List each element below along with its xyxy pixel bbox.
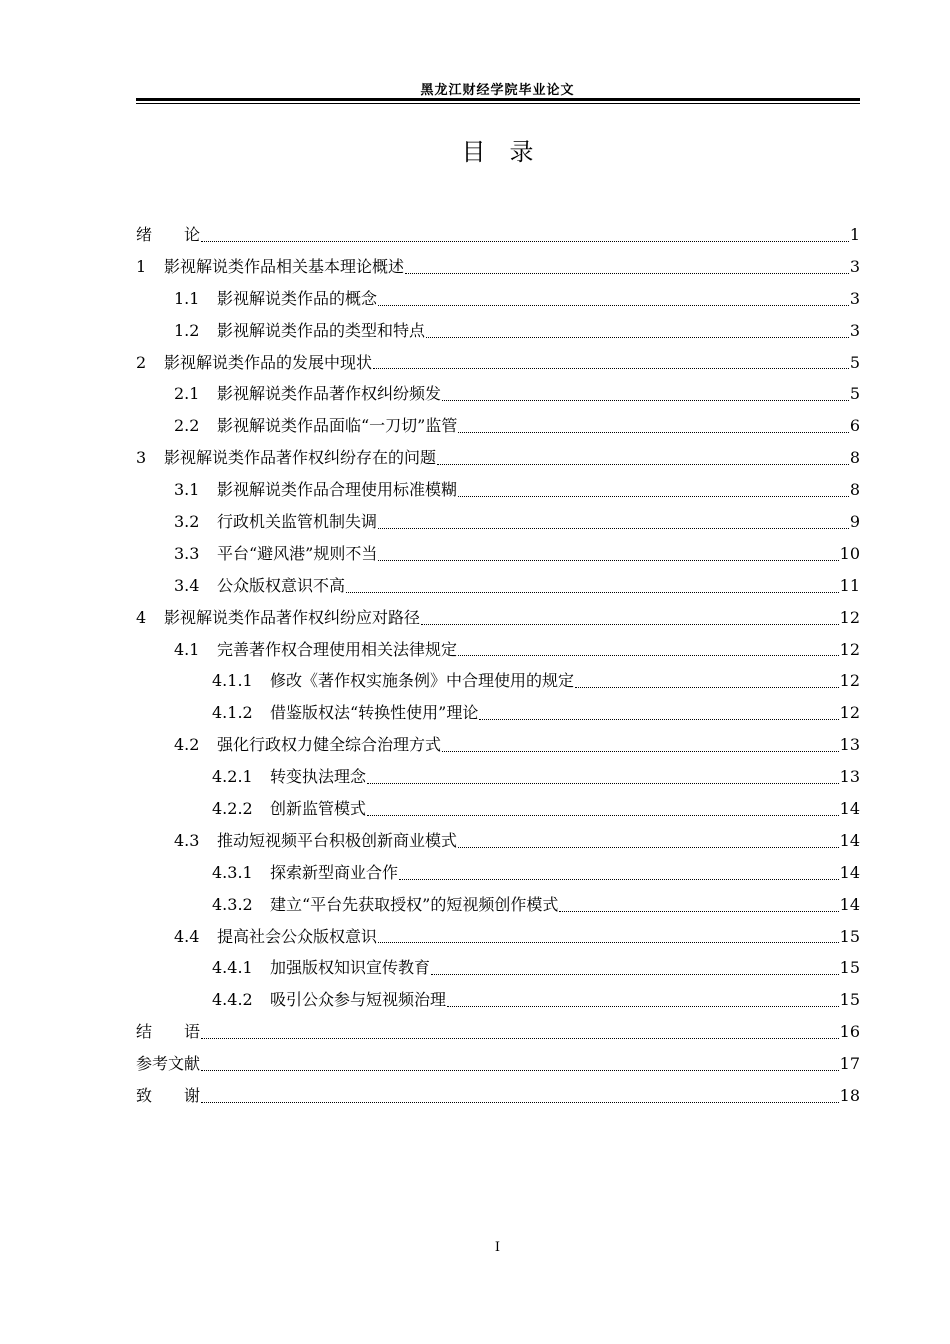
toc-entry-number: 2.2 — [174, 416, 200, 436]
toc-entry[interactable] — [136, 283, 860, 315]
header-rule-thin — [136, 103, 860, 104]
toc-entry-title: 影视解说类作品著作权纠纷应对路径 — [164, 607, 421, 627]
toc-dot-leader — [201, 227, 849, 242]
toc-title: 目 录 — [461, 138, 534, 166]
toc-entry-number: 4.3.2 — [212, 894, 253, 914]
toc-entry-number: 4.1.2 — [212, 703, 253, 723]
toc-dot-leader — [346, 578, 839, 593]
toc-entry-number: 1.2 — [174, 320, 200, 340]
toc-entry[interactable] — [136, 921, 860, 953]
toc-entry-title: 加强版权知识宣传教育 — [270, 958, 431, 978]
toc-entry[interactable] — [136, 315, 860, 347]
toc-entry-page: 13 — [839, 767, 860, 787]
toc-entry-title: 影视解说类作品的类型和特点 — [217, 320, 426, 340]
toc-entry-title: 影视解说类作品著作权纠纷频发 — [217, 384, 442, 404]
toc-entry-title: 创新监管模式 — [270, 799, 367, 819]
toc-entry-number: 4.3.1 — [212, 862, 253, 882]
toc-dot-leader — [575, 673, 839, 688]
toc-entry-page: 11 — [839, 575, 860, 595]
toc-entry-number: 3.2 — [174, 512, 200, 532]
toc-dot-leader — [405, 259, 849, 274]
toc-entry-title: 推动短视频平台积极创新商业模式 — [217, 830, 458, 850]
toc-entry[interactable] — [136, 1048, 860, 1080]
toc-dot-leader — [442, 737, 839, 752]
toc-entry-title: 致 谢 — [136, 1086, 201, 1106]
toc-dot-leader — [559, 897, 838, 912]
toc-entry[interactable] — [136, 665, 860, 697]
toc-entry-title: 提高社会公众版权意识 — [217, 926, 378, 946]
toc-entry-page: 3 — [849, 288, 860, 308]
toc-entry-title: 强化行政权力健全综合治理方式 — [217, 735, 442, 755]
toc-dot-leader — [367, 769, 839, 784]
toc-entry[interactable] — [136, 442, 860, 474]
toc-entry-page: 5 — [849, 352, 860, 372]
toc-entry-number: 3.1 — [174, 480, 200, 500]
toc-entry-number: 3.3 — [174, 543, 200, 563]
toc-entry-title: 绪 论 — [136, 225, 201, 244]
running-header-title: 黑龙江财经学院毕业论文 — [420, 83, 575, 98]
toc-entry-title: 影视解说类作品的发展中现状 — [164, 352, 373, 372]
toc-dot-leader — [378, 928, 839, 943]
toc-dot-leader — [437, 450, 849, 465]
toc-entry-number: 3 — [136, 448, 147, 468]
toc-entry[interactable] — [136, 1016, 860, 1048]
toc-dot-leader — [458, 418, 848, 433]
toc-dot-leader — [479, 705, 838, 720]
toc-dot-leader — [426, 323, 849, 338]
table-of-contents — [136, 219, 860, 1112]
toc-entry-page: 10 — [839, 543, 860, 563]
toc-entry-page: 12 — [839, 639, 860, 659]
toc-entry[interactable] — [136, 506, 860, 538]
toc-entry-page: 15 — [839, 990, 860, 1010]
toc-dot-leader — [442, 386, 849, 401]
toc-entry-page: 3 — [849, 320, 860, 340]
toc-entry-number: 4.4 — [174, 926, 200, 946]
toc-entry-page: 14 — [839, 799, 860, 819]
toc-dot-leader — [201, 1056, 839, 1071]
toc-entry[interactable] — [136, 410, 860, 442]
toc-entry[interactable] — [136, 857, 860, 889]
toc-entry[interactable] — [136, 1080, 860, 1112]
toc-entry-number: 4.1 — [174, 639, 200, 659]
toc-entry-number: 4.3 — [174, 830, 200, 850]
toc-dot-leader — [431, 960, 839, 975]
toc-entry-title: 结 语 — [136, 1022, 201, 1042]
toc-entry-number: 2.1 — [174, 384, 200, 404]
toc-entry-title: 影视解说类作品面临“一刀切”监管 — [217, 416, 458, 436]
toc-dot-leader — [378, 514, 849, 529]
toc-entry-title: 建立“平台先获取授权”的短视频创作模式 — [270, 894, 559, 914]
toc-entry-title: 公众版权意识不高 — [217, 575, 346, 595]
toc-dot-leader — [201, 1088, 839, 1103]
toc-entry-page: 15 — [839, 958, 860, 978]
toc-entry-title: 影视解说类作品著作权纠纷存在的问题 — [164, 448, 437, 468]
toc-entry-number: 1 — [136, 256, 147, 276]
toc-entry-page: 9 — [849, 512, 860, 532]
toc-entry-number: 4.4.2 — [212, 990, 253, 1010]
toc-entry[interactable] — [136, 825, 860, 857]
toc-entry-page: 18 — [839, 1086, 860, 1106]
toc-entry-page: 8 — [849, 480, 860, 500]
toc-entry-page: 1 — [849, 225, 860, 244]
toc-dot-leader — [399, 865, 839, 880]
toc-entry-page: 13 — [839, 735, 860, 755]
toc-entry-page: 8 — [849, 448, 860, 468]
toc-entry[interactable] — [136, 729, 860, 761]
toc-entry-page: 17 — [839, 1054, 860, 1074]
toc-entry[interactable] — [136, 634, 860, 666]
toc-entry[interactable] — [136, 793, 860, 825]
toc-dot-leader — [378, 291, 849, 306]
toc-entry-page: 12 — [839, 703, 860, 723]
footer-page-number: I — [494, 1240, 501, 1255]
toc-entry-title: 影视解说类作品的概念 — [217, 288, 378, 308]
toc-entry-number: 4.2 — [174, 735, 200, 755]
toc-entry[interactable] — [136, 761, 860, 793]
toc-entry[interactable] — [136, 251, 860, 283]
toc-entry-title: 修改《著作权实施条例》中合理使用的规定 — [270, 671, 575, 691]
toc-entry-title: 参考文献 — [136, 1054, 201, 1074]
toc-entry-title: 平台“避风港”规则不当 — [217, 543, 378, 563]
toc-entry-page: 16 — [839, 1022, 860, 1042]
toc-dot-leader — [447, 992, 839, 1007]
toc-entry-number: 4.2.1 — [212, 767, 253, 787]
toc-entry[interactable] — [136, 889, 860, 921]
toc-entry-number: 2 — [136, 352, 147, 372]
toc-entry-number: 1.1 — [174, 288, 200, 308]
toc-entry-title: 完善著作权合理使用相关法律规定 — [217, 639, 458, 659]
toc-entry-number: 4.2.2 — [212, 799, 253, 819]
toc-entry-page: 14 — [839, 830, 860, 850]
toc-entry-number: 4.1.1 — [212, 671, 253, 691]
toc-dot-leader — [458, 833, 839, 848]
toc-entry-title: 行政机关监管机制失调 — [217, 512, 378, 532]
toc-entry-page: 15 — [839, 926, 860, 946]
toc-entry-title: 转变执法理念 — [270, 767, 367, 787]
toc-entry[interactable] — [136, 570, 860, 602]
toc-entry-number: 4 — [136, 607, 147, 627]
toc-entry[interactable] — [136, 347, 860, 379]
toc-entry[interactable] — [136, 474, 860, 506]
toc-entry-page: 5 — [849, 384, 860, 404]
toc-dot-leader — [458, 641, 839, 656]
toc-entry-title: 影视解说类作品合理使用标准模糊 — [217, 480, 458, 500]
toc-entry-title: 探索新型商业合作 — [270, 862, 399, 882]
toc-entry-number: 4.4.1 — [212, 958, 253, 978]
header-rule-thick — [136, 98, 860, 101]
toc-entry-page: 12 — [839, 607, 860, 627]
toc-dot-leader — [367, 801, 839, 816]
toc-entry-title: 影视解说类作品相关基本理论概述 — [164, 256, 405, 276]
toc-entry-number: 3.4 — [174, 575, 200, 595]
toc-entry-title: 借鉴版权法“转换性使用”理论 — [270, 703, 479, 723]
toc-entry[interactable] — [136, 952, 860, 984]
toc-dot-leader — [201, 1024, 839, 1039]
toc-dot-leader — [458, 482, 849, 497]
toc-entry[interactable] — [136, 538, 860, 570]
toc-entry[interactable] — [136, 219, 860, 251]
toc-entry[interactable] — [136, 602, 860, 634]
toc-entry[interactable] — [136, 378, 860, 410]
toc-entry-page: 12 — [839, 671, 860, 691]
toc-entry-title: 吸引公众参与短视频治理 — [270, 990, 447, 1010]
toc-entry[interactable] — [136, 697, 860, 729]
toc-entry[interactable] — [136, 984, 860, 1016]
toc-entry-page: 14 — [839, 894, 860, 914]
toc-dot-leader — [421, 610, 839, 625]
toc-dot-leader — [373, 354, 849, 369]
toc-entry-page: 6 — [849, 416, 860, 436]
toc-entry-page: 14 — [839, 862, 860, 882]
toc-entry-page: 3 — [849, 256, 860, 276]
toc-dot-leader — [378, 546, 838, 561]
